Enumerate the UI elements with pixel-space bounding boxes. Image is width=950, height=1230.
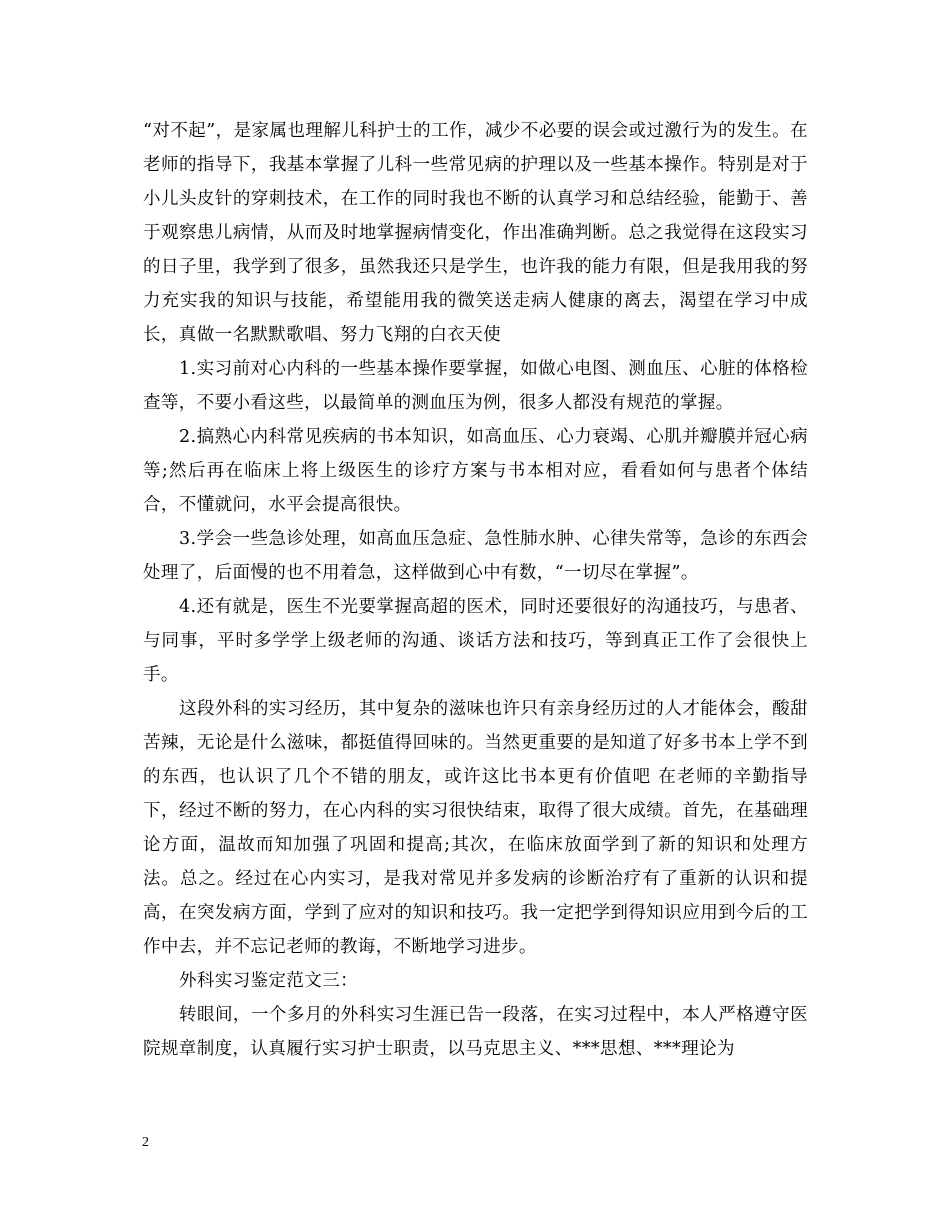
paragraph-2: 1.实习前对心内科的一些基本操作要掌握，如做心电图、测血压、心脏的体格检查等，不要小看这些，以最简单的测血压为例，很多人都没有规范的掌握。 bbox=[143, 359, 808, 413]
paragraph-7: 转眼间，一个多月的外科实习生涯已告一段落，在实习过程中，本人严格遵守医院规章制度，认真履行实习护士职责，以马克思主义、***思想、***理论为 bbox=[143, 1005, 808, 1059]
body-text bbox=[143, 114, 808, 1066]
paragraph-6: 这段外科的实习经历，其中复杂的滋味也许只有亲身经历过的人才能体会，酸甜苦辣，无论是什么滋味，都挺值得回味的。当然更重要的是知道了好多书本上学不到的东西，也认识了几个不错的朋友，或许这比书本更有价值吧 在老师的辛勤指导下，经过不断的努力，在心内科的实习很快结束，取得了很大成绩。首先，在基础理论方面，温故而知加强了巩固和提高;其次，在临床放面学到了新的知识和处理方法。总之。经过在心内实习，是我对常见并多发病的诊断治疗有了重新的认识和提高，在突发病方面，学到了应对的知识和技巧。我一定把学到得知识应用到今后的工作中去，并不忘记老师的教诲，不断地学习进步。 bbox=[143, 699, 808, 957]
paragraph-1: “对不起”，是家属也理解儿科护士的工作，减少不必要的误会或过激行为的发生。在老师的指导下，我基本掌握了儿科一些常见病的护理以及一些基本操作。特别是对于小儿头皮针的穿刺技术，在工作的同时我也不断的认真学习和总结经验，能勤于、善于观察患儿病情，从而及时地掌握病情变化，作出准确判断。总之我觉得在这段实习的日子里，我学到了很多，虽然我还只是学生，也许我的能力有限，但是我用我的努力充实我的知识与技能，希望能用我的微笑送走病人健康的离去，渴望在学习中成长，真做一名默默歌唱、努力飞翔的白衣天使 bbox=[143, 121, 808, 345]
paragraph-4: 3.学会一些急诊处理，如高血压急症、急性肺水肿、心律失常等，急诊的东西会处理了，后面慢的也不用着急，这样做到心中有数，“一切尽在掌握”。 bbox=[143, 529, 808, 583]
section-heading: 外科实习鉴定范文三： bbox=[179, 971, 358, 991]
page-number: 2 bbox=[142, 1135, 149, 1150]
paragraph-5: 4.还有就是，医生不光要掌握高超的医术，同时还要很好的沟通技巧，与患者、与同事，平时多学学上级老师的沟通、谈话方法和技巧，等到真正工作了会很快上手。 bbox=[143, 597, 808, 685]
paragraph-3: 2.搞熟心内科常见疾病的书本知识，如高血压、心力衰竭、心肌并瓣膜并冠心病等;然后再在临床上将上级医生的诊疗方案与书本相对应，看看如何与患者个体结合，不懂就问，水平会提高很快。 bbox=[143, 427, 808, 515]
